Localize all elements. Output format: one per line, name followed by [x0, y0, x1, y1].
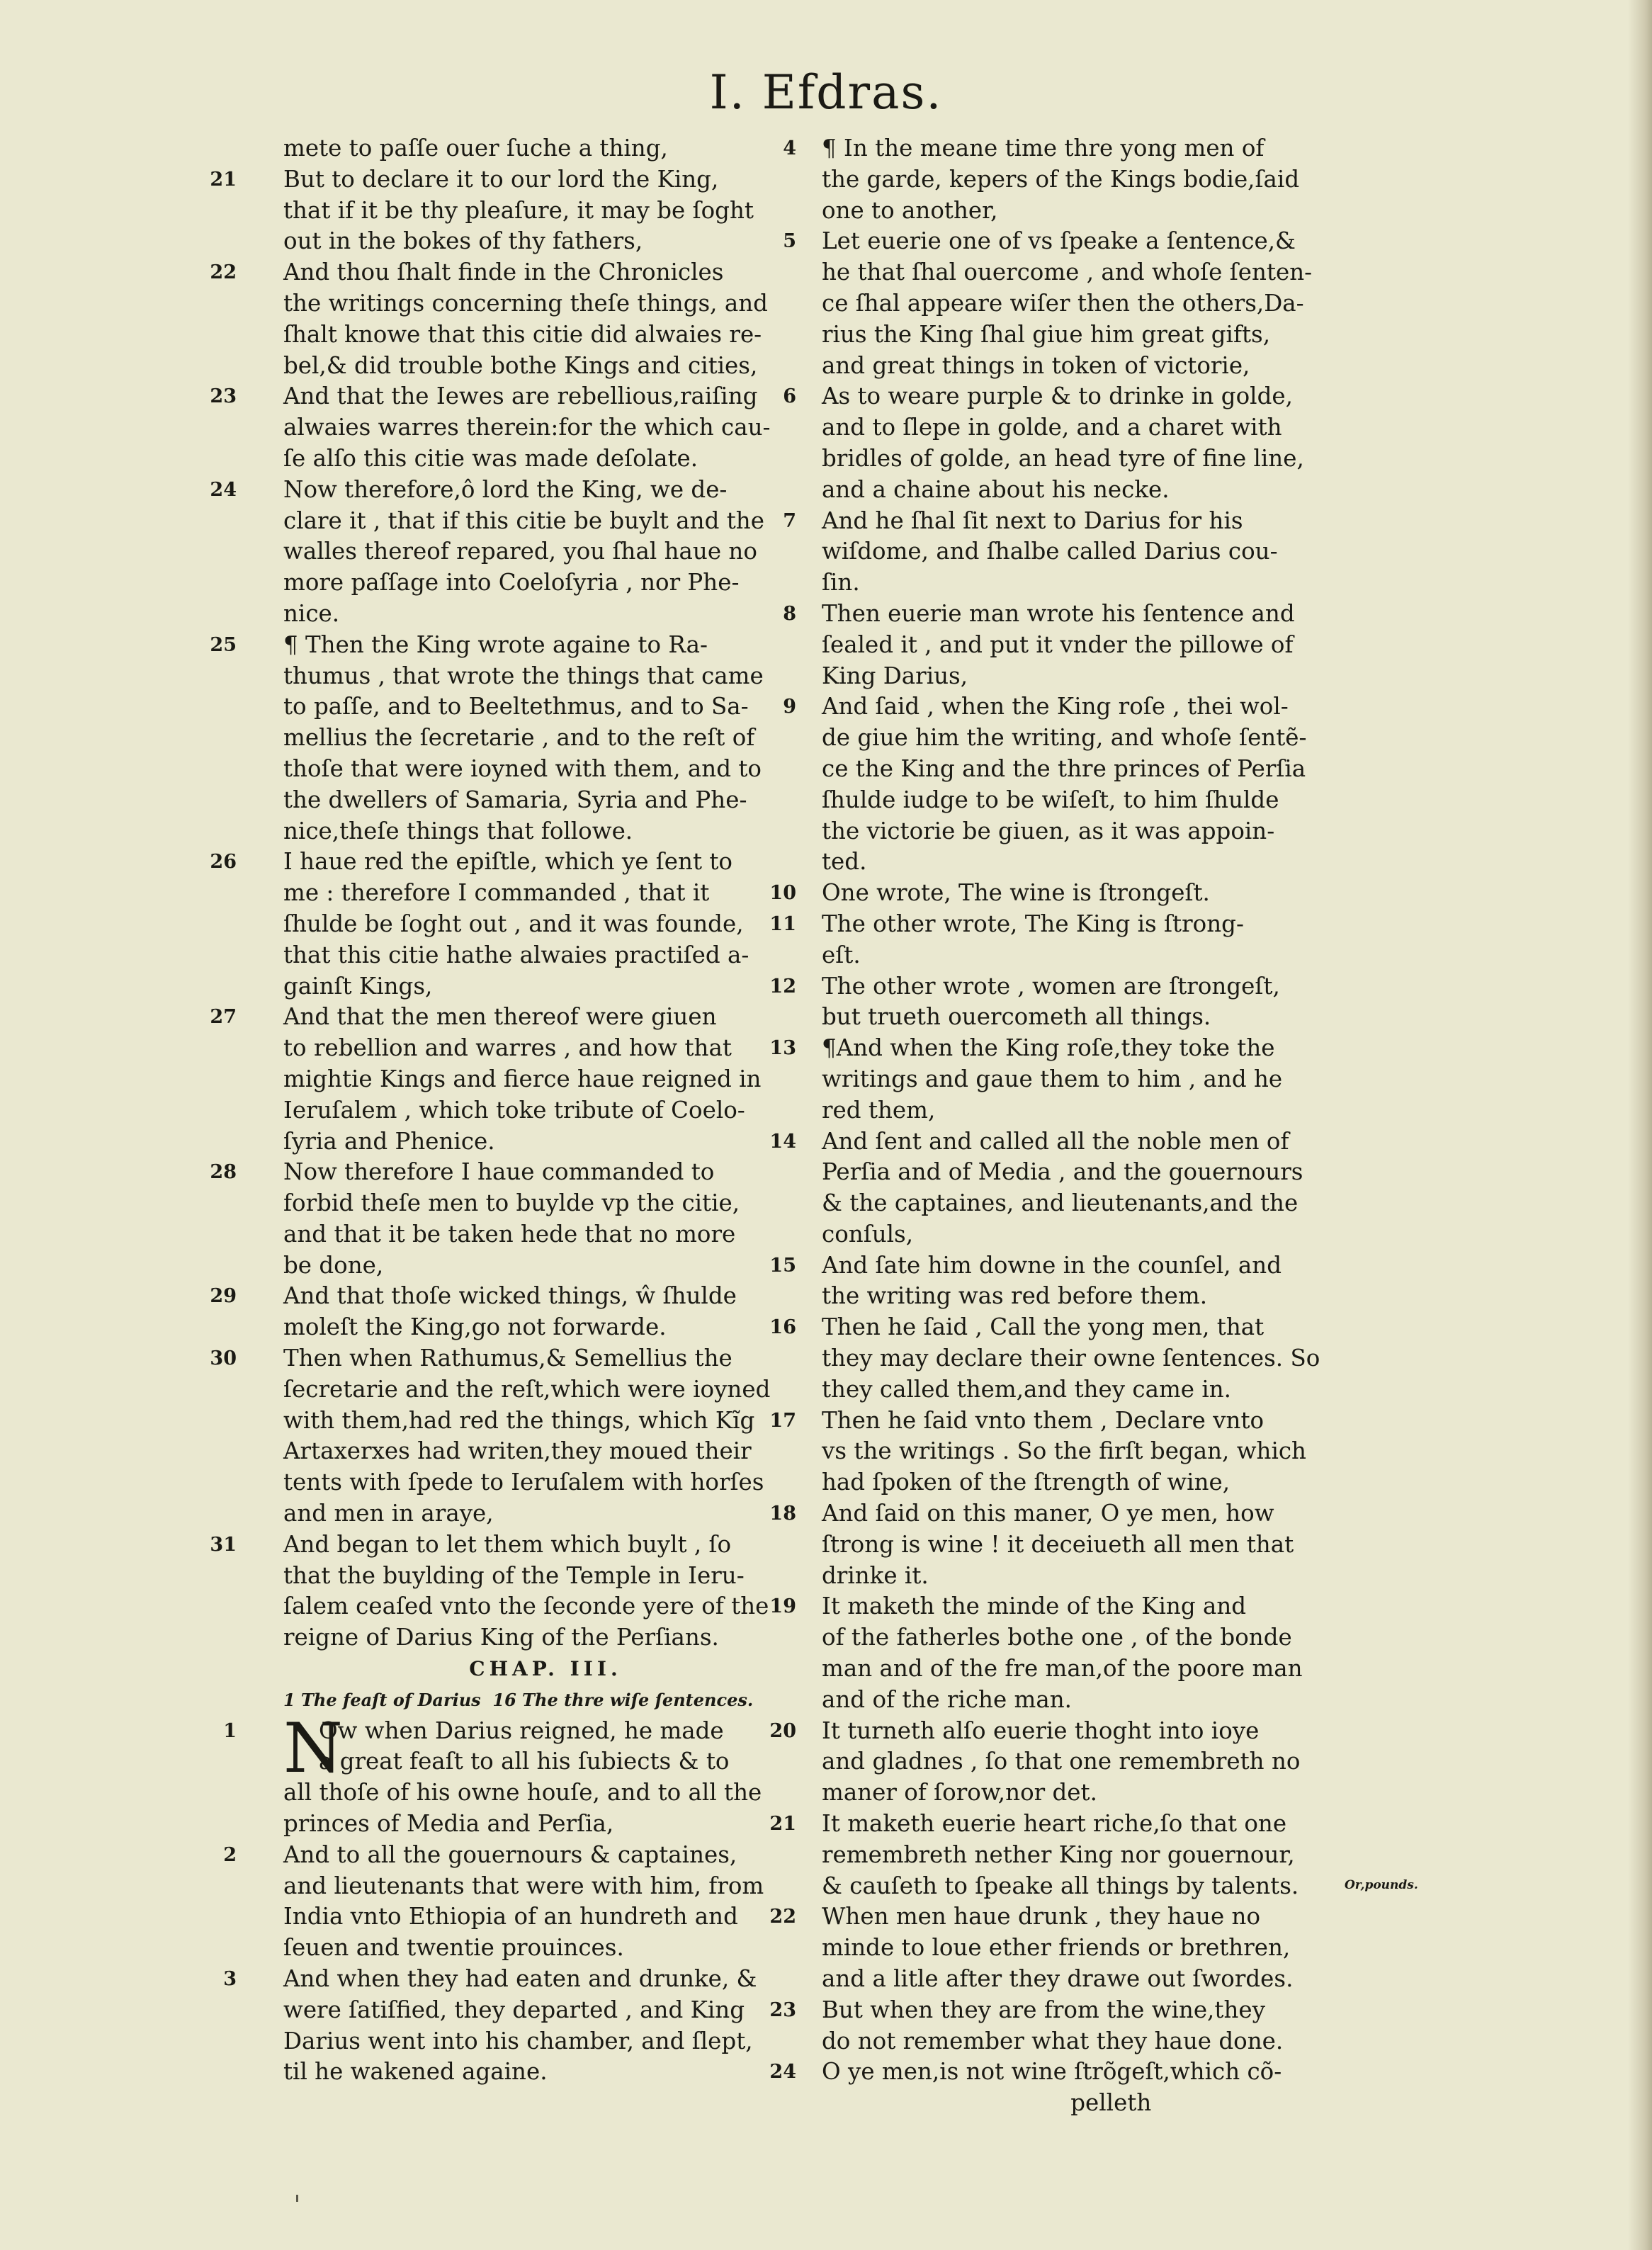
verse-text: ſhulde iudge to be wiſeſt, to him ſhulde	[822, 786, 1279, 813]
verse-number: 17	[769, 1409, 796, 1432]
text-line	[769, 1995, 1360, 2026]
verse-number: 4	[783, 137, 796, 159]
text-line	[800, 630, 1360, 661]
verse-text: they called them,and they came in.	[822, 1375, 1232, 1403]
verse-text: gainſt Kings,	[283, 972, 433, 1000]
verse-text: ¶ In the meane time thre yong men of	[822, 135, 1265, 162]
text-line	[241, 1064, 808, 1095]
verse-text: ſe alſo this citie was made deſolate.	[283, 444, 698, 472]
verse-number: 23	[210, 385, 237, 408]
verse-text: And thou ſhalt finde in the Chronicles	[283, 259, 724, 286]
verse-text: that the buylding of the Temple in Ieru-	[283, 1561, 745, 1589]
verse-text: Ow when Darius reigned, he made	[319, 1717, 724, 1744]
verse-text: ſealed it , and put it vnder the pillowe of	[822, 631, 1294, 658]
verse-number: 21	[210, 168, 237, 191]
verse-text: de giue him the writing, and whoſe ſentẽ-	[822, 724, 1307, 752]
text-line	[241, 878, 808, 909]
text-line	[241, 691, 808, 723]
verse-text: Then euerie man wrote his ſentence and	[822, 599, 1295, 627]
text-line	[241, 412, 808, 443]
text-line	[241, 754, 808, 785]
text-line	[210, 630, 808, 661]
text-line	[800, 2026, 1360, 2057]
text-line	[800, 1530, 1360, 1561]
verse-text: And ſaid , when the King roſe , thei wol-	[822, 693, 1289, 720]
text-line	[800, 1281, 1360, 1312]
text-line	[241, 1995, 808, 2026]
text-line	[223, 1964, 808, 1995]
verse-text: Ieruſalem , which toke tribute of Coelo-	[283, 1096, 745, 1124]
verse-text: they may declare their owne ſentences. So	[822, 1345, 1320, 1372]
verse-text: The other wrote, The King is ſtrong-	[822, 910, 1244, 937]
verse-text: Now therefore,ô lord the King, we de-	[283, 475, 728, 503]
verse-text: And began to let them which buylt , ſo	[283, 1530, 732, 1558]
page-title: I. Efdras.	[709, 65, 943, 120]
verse-text: to rebellion and warres , and how that	[283, 1034, 732, 1062]
verse-number: 16	[769, 1316, 796, 1339]
verse-text: and to ſlepe in golde, and a charet with	[822, 414, 1282, 441]
text-line	[800, 847, 1360, 878]
text-line	[800, 443, 1360, 475]
verse-text: O ye men,is not wine ſtrõgeſt,which cõ-	[822, 2058, 1282, 2086]
text-line	[800, 1436, 1360, 1467]
verse-text: moleſt the King,go not forwarde.	[283, 1313, 667, 1341]
verse-text: drinke it.	[822, 1561, 929, 1589]
verse-text: clare it , that if this citie be buylt and the	[283, 507, 764, 534]
verse-text: a great feaſt to all his ſubiects & to	[319, 1748, 730, 1775]
verse-text: And that the men thereof were giuen	[283, 1003, 717, 1031]
text-line	[769, 971, 1360, 1002]
drop-cap: N	[283, 1708, 343, 1788]
text-line	[241, 320, 808, 351]
right-column	[769, 133, 1360, 2119]
verse-text: the victorie be giuen, as it was appoin-	[822, 817, 1275, 844]
verse-text: ſin.	[822, 569, 860, 597]
verse-number: 15	[769, 1254, 796, 1277]
text-line	[241, 351, 808, 382]
text-line	[241, 2057, 808, 2088]
verse-text: writings and gaue them to him , and he	[822, 1065, 1283, 1092]
verse-text: all thoſe of his owne houſe, and to all the	[283, 1779, 762, 1807]
verse-text: with them,had red the things, which Kĩg	[283, 1406, 755, 1434]
text-line	[800, 1188, 1360, 1219]
text-line	[241, 599, 808, 630]
verse-number: 11	[769, 912, 796, 935]
text-line	[241, 1746, 808, 1777]
verse-text: Let euerie one of vs ſpeake a ſentence,&	[822, 227, 1296, 255]
verse-number: 29	[210, 1285, 237, 1308]
verse-text: And ſaid on this maner, O ye men, how	[822, 1500, 1274, 1527]
verse-text: One wrote, The wine is ſtrongeſt.	[822, 879, 1210, 907]
text-line	[241, 1406, 808, 1437]
text-line	[241, 940, 808, 971]
verse-text: had ſpoken of the ſtrength of wine,	[822, 1469, 1230, 1496]
verse-text: maner of ſorow,nor det.	[822, 1779, 1097, 1807]
chapter-summary: 1 The feaſt of Darius 16 The thre wiſe ſentences.	[283, 1689, 754, 1710]
verse-number: 19	[769, 1595, 796, 1618]
text-line	[769, 1126, 1360, 1158]
verse-text: red them,	[822, 1096, 936, 1124]
verse-text: ſecretarie and the reſt,which were ioyned	[283, 1375, 771, 1403]
verse-number: 22	[210, 261, 237, 284]
verse-text: vs the writings . So the firſt began, which	[822, 1437, 1306, 1465]
verse-text: eſt.	[822, 941, 861, 968]
text-line	[769, 1591, 1360, 1622]
verse-number: 26	[210, 851, 237, 874]
verse-number: 12	[769, 975, 796, 997]
verse-text: And he ſhal ſit next to Darius for his	[822, 507, 1243, 534]
text-line	[800, 661, 1360, 692]
verse-text: As to weare purple & to drinke in golde,	[822, 383, 1293, 410]
text-line	[210, 257, 808, 288]
text-line	[241, 133, 808, 164]
text-line	[241, 1095, 808, 1126]
verse-text: Perſia and of Media , and the gouernours	[822, 1158, 1303, 1186]
verse-text: ſtrong is wine ! it deceiueth all men that	[822, 1530, 1294, 1558]
verse-number: 7	[783, 509, 796, 532]
verse-text: the writings concerning theſe things, and	[283, 289, 768, 317]
text-line	[800, 320, 1360, 351]
text-line	[783, 226, 1360, 257]
verse-number: 8	[783, 602, 796, 625]
verse-number: 10	[769, 882, 796, 905]
verse-number: 21	[769, 1813, 796, 1836]
verse-text: and a chaine about his necke.	[822, 475, 1170, 503]
text-line	[241, 1591, 808, 1622]
text-line	[241, 1467, 808, 1498]
text-line	[769, 878, 1360, 909]
verse-text: rius the King ſhal giue him great gifts,	[822, 320, 1271, 348]
text-line	[800, 1653, 1360, 1685]
verse-text: It turneth alſo euerie thoght into ioye	[822, 1717, 1260, 1744]
text-line	[800, 1157, 1360, 1188]
text-line	[800, 1002, 1360, 1033]
verse-number: 25	[210, 633, 237, 656]
verse-text: mightie Kings and fierce haue reigned in	[283, 1065, 762, 1092]
verse-text: he that ſhal ouercome , and whoſe ſenten-	[822, 259, 1313, 286]
left-column	[210, 133, 808, 2088]
text-line	[210, 1157, 808, 1188]
verse-number: 31	[210, 1533, 237, 1556]
verse-text: It maketh the minde of the King and	[822, 1593, 1247, 1620]
verse-text: And to all the gouernours & captaines,	[283, 1841, 737, 1868]
verse-text: man and of the fre man,of the poore man	[822, 1655, 1303, 1683]
verse-text: but trueth ouercometh all things.	[822, 1003, 1211, 1031]
text-line	[241, 1498, 808, 1530]
verse-text: the writing was red before them.	[822, 1282, 1208, 1310]
text-line	[769, 1809, 1360, 1840]
verse-text: walles thereof repared, you ſhal haue no	[283, 538, 757, 565]
text-line	[241, 1126, 808, 1158]
verse-number: 27	[210, 1006, 237, 1029]
verse-text: ¶ Then the King wrote againe to Ra-	[283, 631, 708, 658]
verse-text: thoſe that were ioyned with them, and to	[283, 754, 762, 782]
text-line	[800, 1064, 1360, 1095]
text-line	[800, 257, 1360, 288]
text-line	[241, 785, 808, 816]
text-line	[800, 536, 1360, 567]
verse-number: 24	[210, 478, 237, 501]
text-line	[241, 1871, 808, 1902]
verse-text: And when they had eaten and drunke, &	[283, 1965, 757, 1993]
text-line	[241, 1250, 808, 1282]
verse-text: me : therefore I commanded , that it	[283, 879, 710, 907]
verse-text: ſhalt knowe that this citie did alwaies re-	[283, 320, 762, 348]
verse-text: thumus , that wrote the things that came	[283, 662, 764, 689]
text-line	[800, 754, 1360, 785]
text-line	[800, 1343, 1360, 1374]
verse-text: and a litle after they drawe out ſwordes.	[822, 1965, 1294, 1993]
verse-text: nice,theſe things that followe.	[283, 817, 633, 844]
text-line	[241, 536, 808, 567]
verse-text: ſyria and Phenice.	[283, 1127, 495, 1155]
text-line	[800, 1777, 1360, 1809]
verse-number: 30	[210, 1347, 237, 1370]
verse-number: 3	[223, 1968, 237, 1991]
verse-text: India vnto Ethiopia of an hundreth and	[283, 1903, 738, 1930]
text-line	[241, 1809, 808, 1840]
page-edge-shadow	[1628, 0, 1652, 2250]
text-line	[241, 1033, 808, 1064]
verse-text: and great things in token of victorie,	[822, 351, 1250, 379]
text-line	[241, 909, 808, 940]
verse-text: ſeuen and twentie prouinces.	[283, 1934, 624, 1962]
verse-number: 2	[223, 1843, 237, 1866]
text-line	[241, 1436, 808, 1467]
verse-text: princes of Media and Perſia,	[283, 1810, 614, 1838]
verse-text: and that it be taken hede that no more	[283, 1220, 736, 1248]
verse-text: When men haue drunk , they haue no	[822, 1903, 1261, 1930]
text-line	[210, 164, 808, 196]
verse-number: 18	[769, 1503, 796, 1525]
text-line	[223, 1840, 808, 1871]
text-line	[800, 1840, 1360, 1871]
verse-text: more paſſage into Coeloſyria , nor Phe-	[283, 569, 740, 597]
text-line	[800, 723, 1360, 754]
verse-number: 22	[769, 1906, 796, 1928]
text-line	[800, 475, 1360, 506]
verse-number: 9	[783, 696, 796, 718]
verse-text: and gladnes , ſo that one remembreth no	[822, 1748, 1301, 1775]
verse-text: But when they are from the wine,they	[822, 1996, 1265, 2023]
text-line	[800, 1467, 1360, 1498]
verse-text: ſalem ceaſed vnto the ſeconde yere of the	[283, 1593, 769, 1620]
verse-text: bridles of golde, an head tyre of fine line,	[822, 444, 1304, 472]
verse-text: conſuls,	[822, 1220, 914, 1248]
text-line	[800, 351, 1360, 382]
verse-text: And that thoſe wicked things, ŵ ſhulde	[283, 1282, 737, 1310]
verse-number: 24	[769, 2061, 796, 2084]
verse-text: I haue red the epiſtle, which ye ſent to	[283, 848, 732, 876]
text-line	[769, 1312, 1360, 1343]
verse-text: ¶And when the King roſe,they toke the	[822, 1034, 1275, 1062]
text-line	[800, 1871, 1360, 1902]
verse-text: Then he ſaid , Call the yong men, that	[822, 1313, 1265, 1341]
verse-text: do not remember what they haue done.	[822, 2027, 1284, 2054]
verse-text: minde to loue ether friends or brethren,	[822, 1934, 1291, 1962]
text-line	[241, 723, 808, 754]
verse-text: ted.	[822, 848, 867, 876]
text-line	[241, 2026, 808, 2057]
verse-text: the garde, kepers of the Kings bodie,ſaid	[822, 165, 1300, 193]
verse-text: nice.	[283, 599, 340, 627]
text-line	[800, 1622, 1360, 1653]
verse-text: one to another,	[822, 196, 998, 224]
verse-text: out in the bokes of thy fathers,	[283, 227, 643, 255]
text-line	[241, 567, 808, 599]
text-line	[241, 1188, 808, 1219]
verse-number: 23	[769, 1999, 796, 2021]
text-line	[800, 2088, 1360, 2119]
text-line	[769, 1033, 1360, 1064]
text-line	[210, 1530, 808, 1561]
text-line	[800, 412, 1360, 443]
text-line	[800, 1095, 1360, 1126]
verse-text: But to declare it to our lord the King,	[283, 165, 719, 193]
text-line	[769, 1901, 1360, 1933]
text-line	[769, 909, 1360, 940]
text-line	[800, 1746, 1360, 1777]
verse-text: And ſate him downe in the counſel, and	[822, 1251, 1282, 1279]
verse-text: King Darius,	[822, 662, 968, 689]
text-line	[241, 1219, 808, 1250]
text-line	[241, 1933, 808, 1964]
verse-text: be done,	[283, 1251, 384, 1279]
verse-text: remembreth nether King nor gouernour,	[822, 1841, 1295, 1868]
verse-text: mellius the ſecretarie , and to the reſt of	[283, 724, 755, 752]
margin-note: Or,pounds.	[1345, 1878, 1418, 1892]
text-line	[800, 288, 1360, 320]
text-line	[800, 816, 1360, 847]
verse-text: til he wakened againe.	[283, 2058, 548, 2086]
verse-text: tents with ſpede to Ieruſalem with horſes	[283, 1469, 764, 1496]
text-line	[241, 506, 808, 537]
text-line	[241, 288, 808, 320]
verse-text: wiſdome, and ſhalbe called Darius cou-	[822, 538, 1278, 565]
verse-text: ſhulde be ſoght out , and it was founde,	[283, 910, 744, 937]
text-line	[241, 196, 808, 227]
verse-text: forbid theſe men to buylde vp the citie,	[283, 1189, 740, 1217]
text-line	[241, 661, 808, 692]
verse-text: Now therefore I haue commanded to	[283, 1158, 715, 1186]
text-line	[783, 691, 1360, 723]
text-line	[800, 940, 1360, 971]
text-line	[800, 1561, 1360, 1592]
verse-text: & cauſeth to ſpeake all things by talents.	[822, 1872, 1299, 1899]
verse-text: ce the King and the thre princes of Perſia	[822, 754, 1306, 782]
verse-text: to paſſe, and to Beeltethmus, and to Sa-	[283, 693, 749, 720]
text-line	[800, 164, 1360, 196]
verse-text: ce ſhal appeare wiſer then the others,Da-	[822, 289, 1304, 317]
verse-number: 1	[223, 1719, 237, 1742]
text-line	[769, 1498, 1360, 1530]
text-line	[210, 1343, 808, 1374]
verse-text: And ſent and called all the noble men of	[822, 1127, 1289, 1155]
verse-text: were ſatiſfied, they departed , and King	[283, 1996, 745, 2023]
text-line	[800, 1219, 1360, 1250]
text-line	[241, 1622, 808, 1653]
text-line	[241, 443, 808, 475]
verse-number: 20	[769, 1719, 796, 1742]
text-line	[241, 1312, 808, 1343]
text-line	[241, 1374, 808, 1406]
verse-number: 5	[783, 230, 796, 253]
text-line	[210, 1281, 808, 1312]
verse-text: the dwellers of Samaria, Syria and Phe-	[283, 786, 747, 813]
text-line	[800, 1685, 1360, 1716]
text-line	[241, 1777, 808, 1809]
text-line	[210, 475, 808, 506]
verse-text: alwaies warres therein:for the which cau-	[283, 414, 771, 441]
chapter-heading: CHAP. III.	[469, 1657, 622, 1681]
verse-text: It maketh euerie heart riche,ſo that one	[822, 1810, 1287, 1838]
text-line	[769, 1250, 1360, 1282]
text-line	[241, 971, 808, 1002]
verse-text: bel,& did trouble bothe Kings and cities,	[283, 351, 758, 379]
verse-text: And that the Iewes are rebellious,raiſing	[283, 383, 758, 410]
text-line	[210, 847, 808, 878]
verse-text: The other wrote , women are ſtrongeſt,	[822, 972, 1280, 1000]
text-line	[783, 506, 1360, 537]
verse-number: 14	[769, 1130, 796, 1153]
ink-mark	[296, 2195, 298, 2202]
verse-text: & the captaines, and lieutenants,and the	[822, 1189, 1299, 1217]
verse-text: and men in araye,	[283, 1500, 494, 1527]
text-line	[800, 1933, 1360, 1964]
text-line	[241, 1901, 808, 1933]
verse-text: that this citie hathe alwaies practiſed a-	[283, 941, 749, 968]
text-line	[800, 785, 1360, 816]
text-line	[783, 599, 1360, 630]
text-line	[800, 196, 1360, 227]
text-line	[800, 567, 1360, 599]
verse-text: that if it be thy pleaſure, it may be ſoght	[283, 196, 754, 224]
verse-text: and lieutenants that were with him, from	[283, 1872, 764, 1899]
text-line	[241, 1561, 808, 1592]
verse-text: Then when Rathumus,& Semellius the	[283, 1345, 732, 1372]
text-line	[800, 1964, 1360, 1995]
verse-number: 28	[210, 1161, 237, 1184]
verse-text: pelleth	[822, 2089, 1152, 2117]
verse-number: 6	[783, 385, 796, 408]
text-line	[210, 1002, 808, 1033]
verse-number: 13	[769, 1037, 796, 1060]
verse-text: and of the riche man.	[822, 1685, 1073, 1713]
text-line	[210, 381, 808, 412]
verse-text: Then he ſaid vnto them , Declare vnto	[822, 1406, 1265, 1434]
text-line	[241, 226, 808, 257]
verse-text: mete to paſſe ouer ſuche a thing,	[283, 135, 668, 162]
text-line	[800, 1374, 1360, 1406]
text-line	[241, 816, 808, 847]
text-line	[769, 1716, 1360, 1747]
text-line	[783, 381, 1360, 412]
verse-text: Artaxerxes had writen,they moued their	[283, 1437, 752, 1465]
text-line	[783, 133, 1360, 164]
text-line	[769, 1406, 1360, 1437]
text-line	[769, 2057, 1360, 2088]
verse-text: of the fatherles bothe one , of the bonde	[822, 1624, 1292, 1651]
verse-text: reigne of Darius King of the Perſians.	[283, 1624, 719, 1651]
verse-text: Darius went into his chamber, and ſlept,	[283, 2027, 753, 2054]
